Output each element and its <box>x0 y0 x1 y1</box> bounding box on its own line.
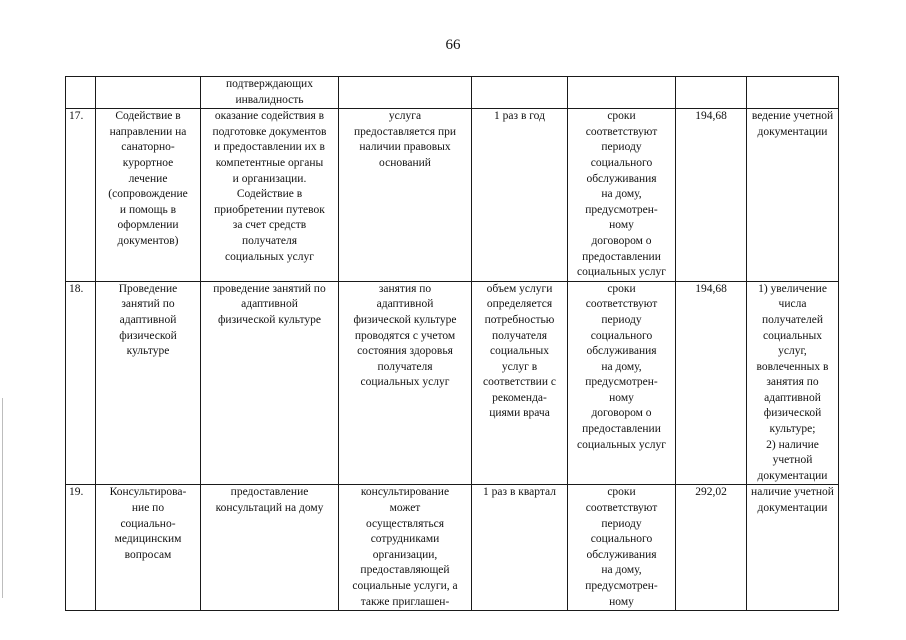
service-terms: сроки соответствуют периоду социального обслуживания на дому, предусмотрен- ному договором о предоставлении социальных услуг <box>568 281 676 485</box>
service-tariff: 292,02 <box>676 485 747 611</box>
service-description: оказание содействия в подготовке документов и предоставлении их в компетентные органы и организации. Содействие в приобретении путевок за счет средств получателя социальных услуг <box>201 109 339 282</box>
service-name: Проведение занятий по адаптивной физической культуре <box>96 281 201 485</box>
service-description: проведение занятий по адаптивной физической культуре <box>201 281 339 485</box>
page-number: 66 <box>445 37 461 53</box>
service-volume: 1 раз в квартал <box>472 485 568 611</box>
row-number: 19. <box>66 485 96 611</box>
service-quality: 1) увеличение числа получателей социальных услуг, вовлеченных в занятия по адаптивной физической культуре; 2) наличие учетной документации <box>747 281 839 485</box>
service-terms: сроки соответствуют периоду социального обслуживания на дому, предусмотрен- ному договором о предоставлении социальных услуг <box>568 109 676 282</box>
scan-margin-line <box>2 398 3 598</box>
table-row <box>66 281 839 485</box>
continuation-row <box>66 77 839 109</box>
cell-tariff <box>676 77 747 109</box>
social-services-table <box>65 76 839 611</box>
row-number: 18. <box>66 281 96 485</box>
service-terms: сроки соответствуют периоду социального обслуживания на дому, предусмотрен- ному <box>568 485 676 611</box>
service-quality: наличие учетной документации <box>747 485 839 611</box>
service-name: Содействие в направлении на санаторно- курортное лечение (сопровождение и помощь в оформлении документов) <box>96 109 201 282</box>
cell-terms <box>568 77 676 109</box>
service-volume: объем услуги определяется потребностью получателя социальных услуг в соответствии с рекоменда- циями врача <box>472 281 568 485</box>
table-row <box>66 485 839 611</box>
service-conditions: услуга предоставляется при наличии правовых оснований <box>339 109 472 282</box>
service-tariff: 194,68 <box>676 109 747 282</box>
service-quality: ведение учетной документации <box>747 109 839 282</box>
service-name: Консультирова- ние по социально- медицинским вопросам <box>96 485 201 611</box>
service-tariff: 194,68 <box>676 281 747 485</box>
service-volume: 1 раз в год <box>472 109 568 282</box>
service-conditions: консультирование может осуществляться сотрудниками организации, предоставляющей социальные услуги, а также приглашен- <box>339 485 472 611</box>
cell-volume <box>472 77 568 109</box>
cell-num <box>66 77 96 109</box>
service-description: предоставление консультаций на дому <box>201 485 339 611</box>
cell-conditions <box>339 77 472 109</box>
cell-quality <box>747 77 839 109</box>
row-number: 17. <box>66 109 96 282</box>
cell-service <box>96 77 201 109</box>
cell-description: подтверждающих инвалидность <box>201 77 339 109</box>
service-conditions: занятия по адаптивной физической культуре проводятся с учетом состояния здоровья получателя социальных услуг <box>339 281 472 485</box>
table-row <box>66 109 839 282</box>
